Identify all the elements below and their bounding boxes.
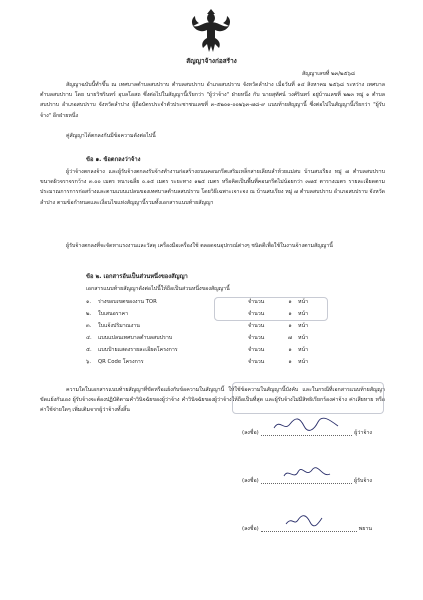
- preamble-paragraph: สัญญาฉบับนี้ทำขึ้น ณ เทศบาลตำบลสบปราบ ตำบลสบปราบ อำเภอสบปราบ จังหวัดลำปาง เมื่อวันที่ ๑๔ สิงหาคม ๒๕๖๘ ระหว่าง เทศบาลตำบลสบปราบ โดย นายวิชรินทร์ อุบลโอสถ ซึ่งต่อไปในสัญญานี้เรียกว่า "ผู้ว่าจ้าง" ฝ่ายหนึ่ง กับ นายสุทัศน์ วงศ์รินทร์ อยู่บ้านเลขที่ ๒๒๓ หมู่ ๑ ตำบลสบปราบ อำเภอสบปราบ จังหวัดลำปาง ผู้ถือบัตรประจำตัวประชาชนเลขที่ ๓-๕๒๐๑-๐๐๒๖๓-๗๘-๙ แนบท้ายสัญญานี้ ซึ่งต่อไปในสัญญานี้เรียกว่า "ผู้รับจ้าง" อีกฝ่ายหนึ่ง: [40, 82, 385, 119]
- clause-2-intro: เอกสารแนบท้ายสัญญาดังต่อไปนี้ให้ถือเป็นส่วนหนึ่งของสัญญานี้: [86, 286, 230, 292]
- unit-label: หน้า: [298, 346, 309, 353]
- clause-2-closing: ความใดในเอกสารแนบท้ายสัญญาที่ขัดหรือแย้งกับข้อความในสัญญานี้ ให้ใช้ข้อความในสัญญานี้บังคับ และในกรณีที่เอกสารแนบท้ายสัญญาขัดแย้งกันเอง ผู้รับจ้างจะต้องปฏิบัติตามคำวินิจฉัยของผู้ว่าจ้าง คำวินิจฉัยของผู้ว่าจ้างให้ถือเป็นที่สุด และผู้รับจ้างไม่มีสิทธิเรียกร้องค่าจ้าง ค่าเสียหาย หรือค่าใช้จ่ายใดๆ เพิ่มเติมจากผู้ว่าจ้างทั้งสิ้น: [40, 387, 385, 414]
- item-name: ใบแจ้งปริมาณงาน: [98, 322, 140, 329]
- document-title: สัญญาจ้างก่อสร้าง: [186, 57, 237, 65]
- list-item: [86, 356, 386, 368]
- handwritten-signature: [282, 466, 332, 482]
- item-qty: ๗: [288, 334, 292, 341]
- preamble-agreement-line: คู่สัญญาได้ตกลงกันมีข้อความดังต่อไปนี้: [66, 133, 156, 139]
- clause-1-heading: ข้อ ๑. ข้อตกลงว่าจ้าง: [86, 157, 141, 163]
- list-item: [86, 332, 386, 344]
- unit-label: หน้า: [298, 298, 309, 305]
- item-number: ๕.: [86, 346, 92, 353]
- item-qty: ๑: [288, 358, 292, 365]
- clause-1-paragraph-2: ผู้รับจ้างตกลงที่จะจัดหาแรงงานและวัสดุ เครื่องมือเครื่องใช้ ตลอดจนอุปกรณ์ต่างๆ ชนิดดีเพื่อใช้ในงานจ้างตามสัญญานี้: [66, 243, 333, 249]
- signature-area: [242, 414, 372, 544]
- item-qty: ๑: [288, 346, 292, 353]
- qty-label: จำนวน: [248, 298, 265, 305]
- signature-open: (ลงชื่อ): [242, 430, 259, 436]
- item-number: ๑.: [86, 298, 92, 305]
- clause-1-paragraph: ผู้ว่าจ้างตกลงจ้าง และผู้รับจ้างตกลงรับจ้างทำงานก่อสร้างถนนคอนกรีตเสริมเหล็กสายเลียบลำห้วยแม่สบ บ้านสบเรียง หมู่ ๗ ตำบลสบปราบ ขนาดผิวจราจรกว้าง ๓.๐๐ เมตร หนาเฉลี่ย ๐.๑๕ เมตร ระยะทาง ๑๒๕ เมตร หรือคิดเป็นพื้นที่คอนกรีตไม่น้อยกว่า ๓๗๕ ตารางเมตร รายละเอียดตามประมาณการการก่อสร้างและตามแบบแปลนของเทศบาลตำบลสบปราบ โดยวิธีเฉพาะเจาะจง ณ บ้านสบเรียง หมู่ ๗ ตำบลสบปราบ อำเภอสบปราบ จังหวัดลำปาง ตามข้อกำหนดและเงื่อนไขแห่งสัญญานี้รวมทั้งเอกสารแนบท้ายสัญญา: [40, 169, 385, 206]
- item-number: ๔.: [86, 334, 92, 341]
- item-name: QR Code โครงการ: [98, 358, 144, 365]
- item-qty: ๑: [288, 322, 292, 329]
- signature-open: (ลงชื่อ): [242, 478, 259, 484]
- contract-number: สัญญาเลขที่ ๒๓/๒๕๖๘: [302, 71, 355, 77]
- official-stamp: [232, 382, 384, 414]
- signature-role: พยาน: [358, 526, 372, 532]
- list-item: [86, 344, 386, 356]
- item-name: แบบแปลนเทศบาลตำบลสบปราบ: [98, 334, 173, 341]
- qty-label: จำนวน: [248, 310, 265, 317]
- unit-label: หน้า: [298, 310, 309, 317]
- item-number: ๒.: [86, 310, 92, 317]
- item-qty: ๑: [288, 298, 292, 305]
- list-item: [86, 320, 386, 332]
- item-name: ใบเสนอราคา: [98, 310, 129, 317]
- handwritten-signature: [284, 512, 324, 528]
- item-name: แบบป้ายแสดงรายละเอียดโครงการ: [98, 346, 178, 353]
- signature-role: ผู้ว่าจ้าง: [354, 430, 372, 436]
- qty-label: จำนวน: [248, 334, 265, 341]
- clause-2-heading: ข้อ ๒. เอกสารอันเป็นส่วนหนึ่งของสัญญา: [86, 274, 188, 280]
- qty-label: จำนวน: [248, 322, 265, 329]
- handwritten-signature: [272, 416, 342, 434]
- signature-open: (ลงชื่อ): [242, 526, 259, 532]
- item-number: ๖.: [86, 358, 92, 365]
- unit-label: หน้า: [298, 358, 309, 365]
- item-number: ๓.: [86, 322, 92, 329]
- item-qty: ๑: [288, 310, 292, 317]
- unit-label: หน้า: [298, 322, 309, 329]
- unit-label: หน้า: [298, 334, 309, 341]
- qty-label: จำนวน: [248, 346, 265, 353]
- qty-label: จำนวน: [248, 358, 265, 365]
- item-name: ร่างขอบเขตของงาน TOR: [98, 298, 157, 305]
- garuda-emblem-icon: [189, 8, 233, 54]
- signature-role: ผู้รับจ้าง: [354, 478, 372, 484]
- official-stamp: [214, 297, 328, 321]
